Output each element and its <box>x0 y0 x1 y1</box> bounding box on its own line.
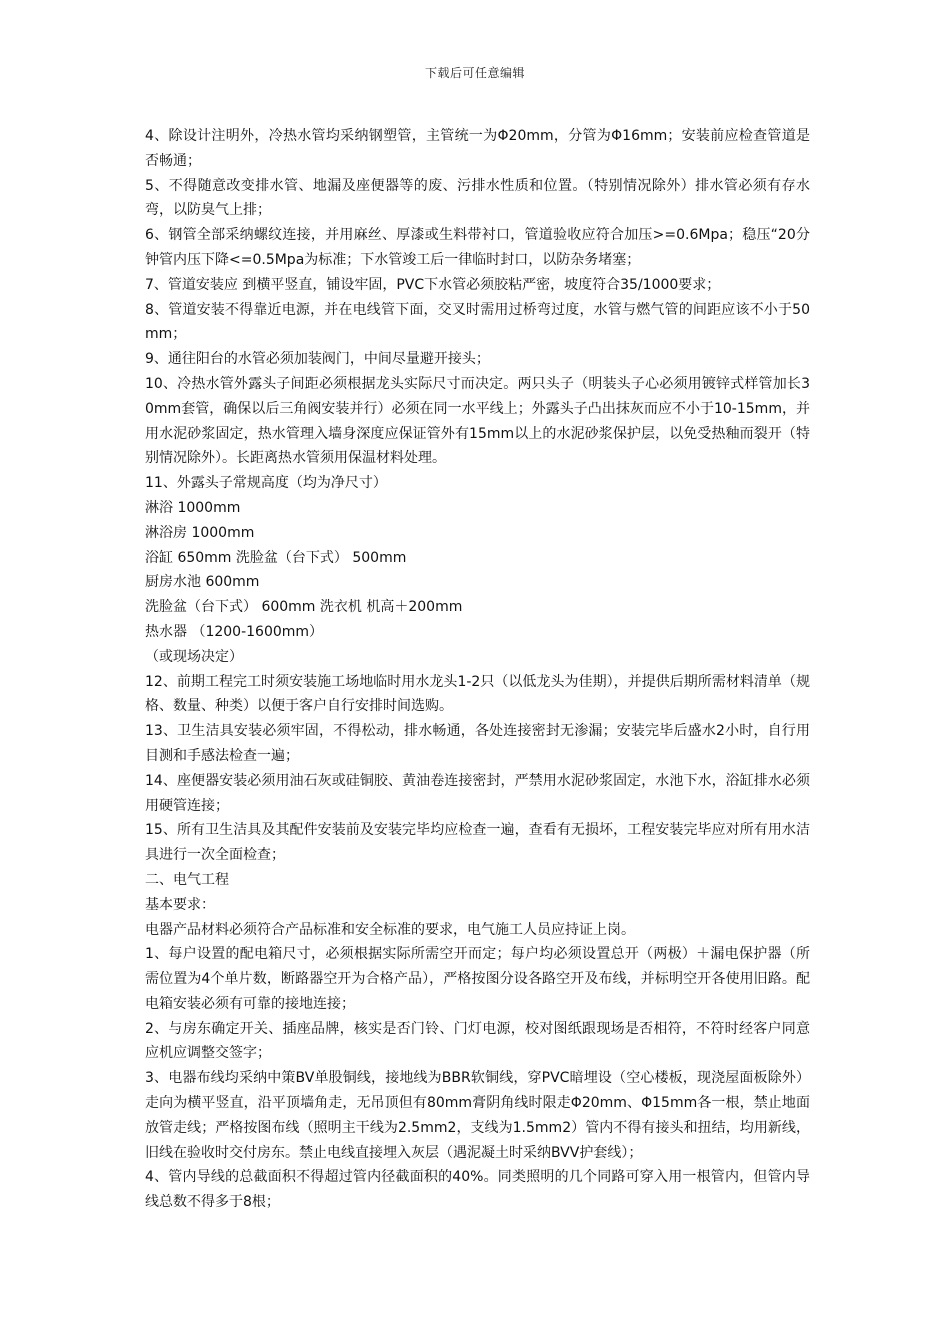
paragraph: 14、座便器安装必须用油石灰或硅铜胶、黄油卷连接密封，严禁用水泥砂浆固定，水池下水，浴缸排水必须用硬管连接； <box>145 772 810 814</box>
paragraph: 6、钢管全部采纳螺纹连接，并用麻丝、厚漆或生料带衬口，管道验收应符合加压>=0.6Mpa；稳压“20分钟管内压下降<=0.5Mpa为标准；下水管竣工后一律临时封口，以防杂务堵塞； <box>145 227 810 268</box>
paragraph: 7、管道安装应 到横平竖直，铺设牢固，PVC下水管必须胶粘严密，坡度符合35/1000要求； <box>145 276 721 293</box>
paragraph: 2、与房东确定开关、插座品牌，核实是否门铃、门灯电源，校对图纸跟现场是否相符，不符时经客户同意应机应调整交签字； <box>145 1020 810 1062</box>
paragraph: 电器产品材料必须符合产品标准和安全标准的要求，电气施工人员应持证上岗。 <box>145 921 635 938</box>
paragraph: 3、电器布线均采纳中策BV单股铜线，接地线为BBR软铜线，穿PVC暗埋设（空心楼板，现浇屋面板除外）走向为横平竖直，沿平顶墙角走，无吊顶但有80mm膏阴角线时限走Φ20mm、Φ15mm各一根，禁止地面放管走线；严格按图布线（照明主干线为2.5mm2，支线为1.5mm2）管内不得有接头和扭结，均用新线，旧线在验收时交付房东。禁止电线直接埋入灰层（遇泥凝土时采纳BVV护套线）； <box>145 1070 810 1161</box>
height-item: 浴缸 650mm 洗脸盆（台下式） 500mm <box>145 549 407 566</box>
paragraph: 1、每户设置的配电箱尺寸，必须根据实际所需空开而定；每户均必须设置总开（两极）＋漏电保护器（所需位置为4个单片数，断路器空开为合格产品），严格按图分设各路空开及布线，并标明空开各使用旧路。配电箱安装必须有可靠的接地连接； <box>145 946 810 1012</box>
height-item: 厨房水池 600mm <box>145 574 260 591</box>
document-body <box>145 124 810 1215</box>
paragraph: 15、所有卫生洁具及其配件安装前及安装完毕均应检查一遍，查看有无损坏，工程安装完毕应对所有用水洁具进行一次全面检查； <box>145 822 810 864</box>
page-header: 下载后可任意编辑 <box>424 66 525 80</box>
height-item: 热水器 （1200-1600mm） <box>145 623 324 640</box>
height-item: （或现场决定） <box>145 648 243 665</box>
paragraph: 10、冷热水管外露头子间距必须根据龙头实际尺寸而决定。两只头子（明装头子心必须用镀锌式样管加长30mm套管，确保以后三角阀安装并行）必须在同一水平线上；外露头子凸出抹灰而应不小于10-15mm，并用水泥砂浆固定，热水管理入墙身深度应保证管外有15mm以上的水泥砂浆保护层，以免受热釉而裂开（特别情况除外）。长距离热水管须用保温材料处理。 <box>145 375 810 467</box>
paragraph: 12、前期工程完工时须安装施工场地临时用水龙头1-2只（以低龙头为佳期），并提供后期所需材料清单（规格、数量、种类）以便于客户自行安排时间选购。 <box>145 673 810 715</box>
paragraph: 8、管道安装不得靠近电源，并在电线管下面，交叉时需用过桥弯过度，水管与燃气管的间距应该不小于50mm； <box>145 301 810 343</box>
paragraph: 9、通往阳台的水管必须加装阀门，中间尽量避开接头； <box>145 351 490 368</box>
height-item: 洗脸盆（台下式） 600mm 洗衣机 机高＋200mm <box>145 599 463 616</box>
paragraph: 4、除设计注明外，冷热水管均采纳钢塑管，主管统一为Φ20mm，分管为Φ16mm；安装前应检查管道是否畅通； <box>145 128 810 169</box>
height-item: 淋浴 1000mm <box>145 499 241 516</box>
height-item: 淋浴房 1000mm <box>145 524 255 541</box>
subheading: 基本要求： <box>145 896 215 913</box>
paragraph: 13、卫生洁具安装必须牢固，不得松动，排水畅通，各处连接密封无渗漏；安装完毕后盛水2小时，自行用目测和手感法检查一遍； <box>145 723 810 764</box>
section-heading: 二、电气工程 <box>145 871 229 888</box>
paragraph: 11、外露头子常规高度（均为净尺寸） <box>145 475 387 492</box>
paragraph: 4、管内导线的总截面积不得超过管内径截面积的40%。同类照明的几个同路可穿入用一根管内，但管内导线总数不得多于8根； <box>145 1169 810 1211</box>
paragraph: 5、不得随意改变排水管、地漏及座便器等的废、污排水性质和位置。（特别情况除外）排水管必须有存水弯，以防臭气上排； <box>145 177 810 219</box>
